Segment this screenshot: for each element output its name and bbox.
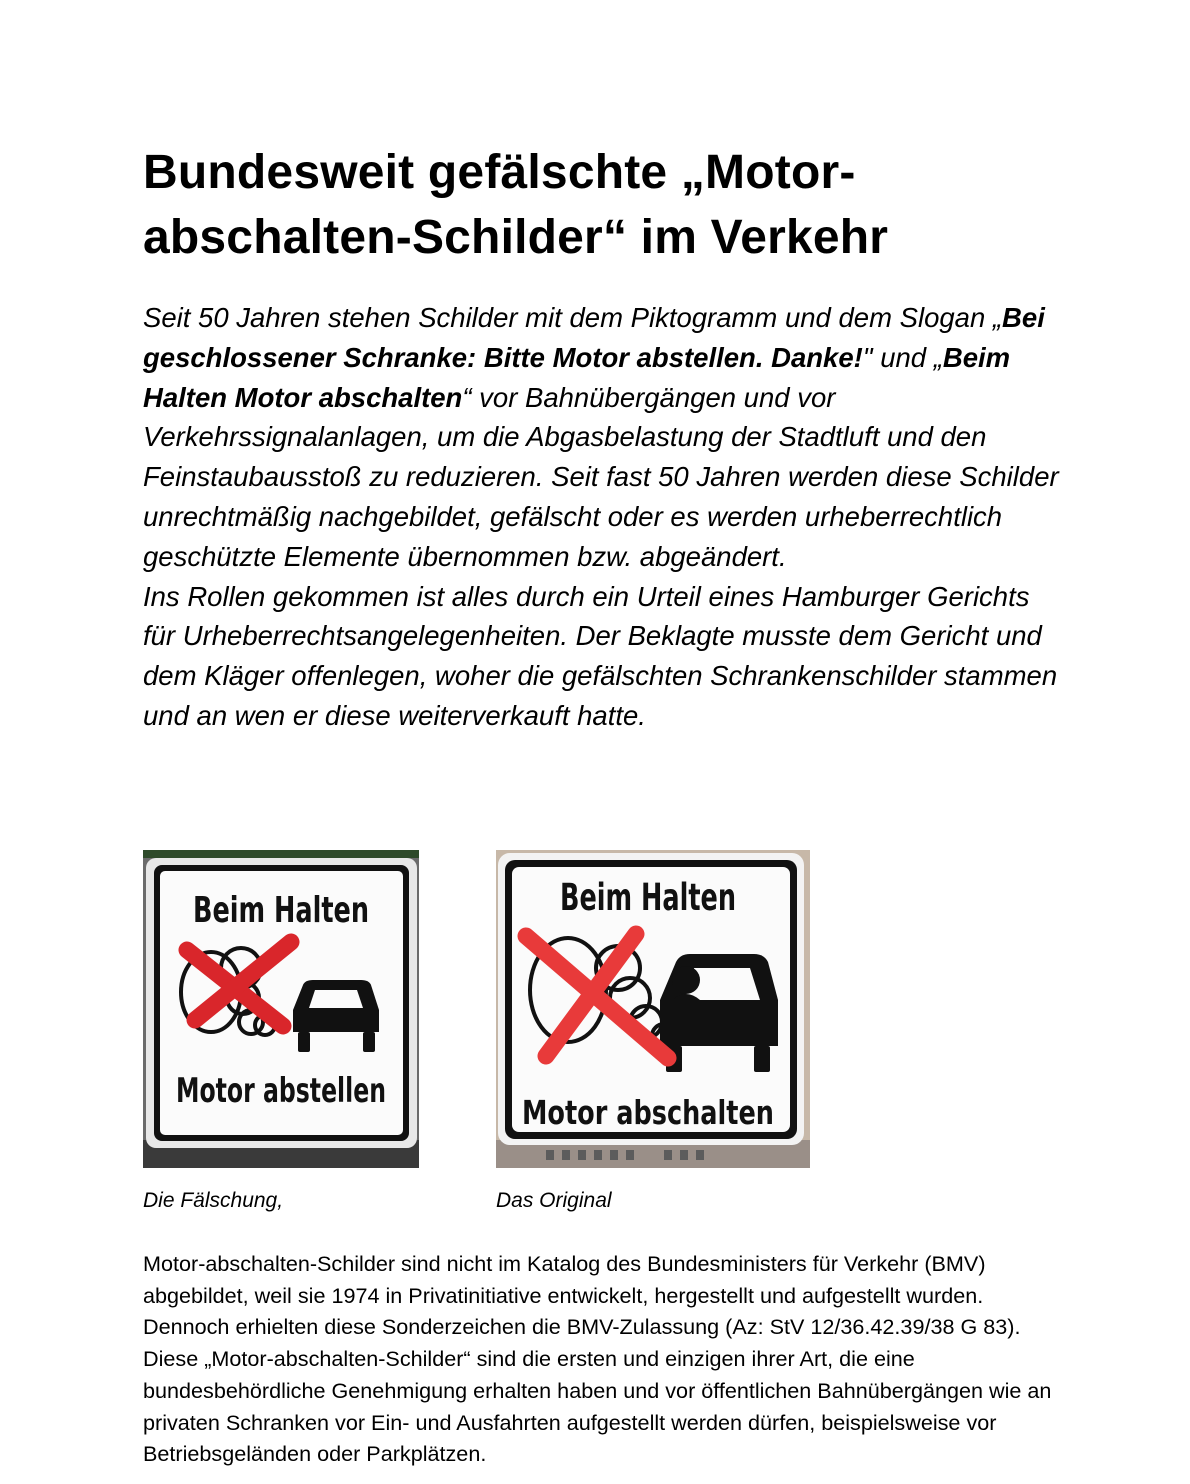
- lead-text-3: “ vor Bahnübergängen und vor Verkehrssignalanlagen, um die Abgasbelastung der Stadtluft und den Feinstaubausstoß zu reduzieren. Seit fast 50 Jahren werden diese Schilder unrechtmäßig nachgebildet, gefälscht oder es werden urheberrechtlich geschützte Elemente übernommen bzw. abgeändert.: [143, 381, 1059, 572]
- body-paragraph: Motor-abschalten-Schilder sind nicht im Katalog des Bundesministers für Verkehr (BMV) abgebildet, weil sie 1974 in Privatinitiative entwickelt, hergestellt und aufgestellt wurden. Dennoch erhielten diese Sonderzeichen die BMV-Zulassung (Az: StV 12/36.42.39/38 G 83). Diese „Motor-abschalten-Schilder“ sind die ersten und einzigen ihrer Art, die eine bundesbehördliche Genehmigung erhalten haben und vor öffentlichen Bahnübergängen wie an privaten Schranken vor Ein- und Ausfahrten aufgestellt werden dürfen, beispielsweise vor Betriebsgeländen oder Parkplätzen.: [143, 1251, 1052, 1467]
- page-title: Bundesweit gefälschte „Motor-abschalten-Schilder“ im Verkehr: [143, 146, 889, 264]
- original-sign-image: [496, 850, 810, 1168]
- fake-sign-top-text: Beim Halten: [193, 890, 369, 931]
- lead-slogan-2: Beim Halten Motor abschalten: [143, 341, 1011, 413]
- lead-text-4: Ins Rollen gekommen ist alles durch ein Urteil eines Hamburger Gerichts für Urheberrechtsangelegenheiten. Der Beklagte musste dem Gericht und dem Kläger offenlegen, woher die gefälschten Schrankenschilder stammen und an wen er diese weiterverkauft hatte.: [143, 580, 1058, 731]
- original-sign-bottom-text: Motor abschalten: [522, 1093, 774, 1132]
- original-sign-caption: Das Original: [496, 1189, 612, 1212]
- original-sign-top-text: Beim Halten: [560, 876, 736, 919]
- lead-paragraph: [143, 298, 1063, 736]
- fake-sign-bottom-text: Motor abstellen: [176, 1071, 386, 1111]
- fake-sign-caption: Die Fälschung,: [143, 1189, 284, 1212]
- lead-text-2: " und „: [862, 341, 943, 373]
- lead-text-1: Seit 50 Jahren stehen Schilder mit dem Piktogramm und dem Slogan „: [143, 302, 1003, 333]
- fake-sign-image: [143, 850, 419, 1168]
- lead-slogan-1: Bei geschlossener Schranke: Bitte Motor abstellen. Danke!: [143, 302, 1045, 373]
